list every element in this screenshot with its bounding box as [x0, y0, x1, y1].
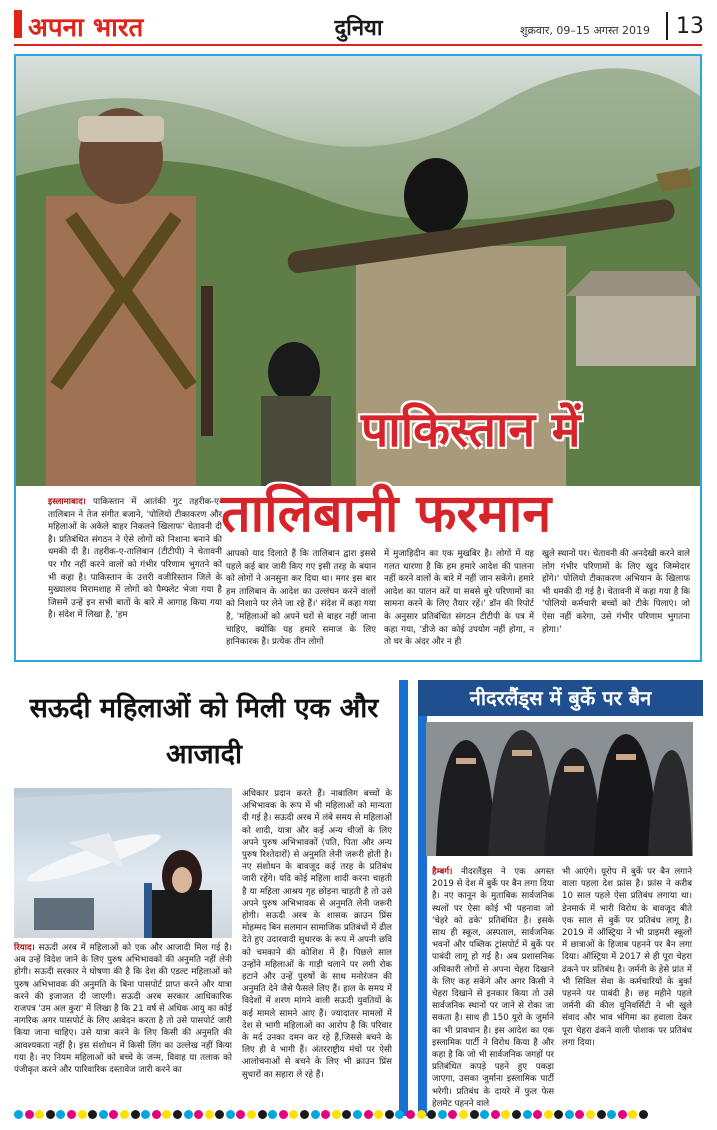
- registration-dot: [448, 1110, 457, 1119]
- saudi-stripe: [399, 680, 408, 1116]
- registration-dot: [628, 1110, 637, 1119]
- netherlands-headline: नीदरलैंड्स में बुर्के पर बैन: [418, 680, 703, 716]
- nl-column-2: भी आएंगे। यूरोप में बुर्के पर बैन लगाने वाला पहला देश फ्रांस है। फ्रांस ने करीब 10 साल पहले ऐसा प्रतिबंध लगाया था। डेनमार्क में भारी विरोध के बावजूद बीते एक साल से बुर्के पर प्रतिबंध लागू है। 2019 में ऑस्ट्रिया ने भी प्राइमरी स्कूलों में छात्राओं के हिजाब पहनने पर बैन लगा दिया। ऑस्ट्रिया में 2017 से ही पूरा चेहरा ढंकने पर प्रतिबंध है। जर्मनी के हेसे प्रांत में भी सिविल सेवा के कर्मचारियों के बुर्का पहनने पर पाबंदी है। छह महीने पहले जर्मनी की कील यूनिवर्सिटी ने भी खुले संवाद और भाव भंगिमा का हवाला देकर पूरा चेहरा ढंकने वाली पोशाक पर प्रतिबंध लगा दिया।: [562, 867, 692, 1048]
- registration-dot: [14, 1110, 23, 1119]
- registration-dot: [173, 1110, 182, 1119]
- registration-dot: [205, 1110, 214, 1119]
- header-rule: [14, 44, 702, 46]
- registration-dot: [427, 1110, 436, 1119]
- registration-dot: [554, 1110, 563, 1119]
- registration-dot: [353, 1110, 362, 1119]
- registration-dot: [88, 1110, 97, 1119]
- top-story-column-1: [48, 496, 222, 622]
- burqa-photo-art: [426, 722, 693, 856]
- masthead: अपना भारत: [28, 13, 144, 43]
- top-story-column-3: में मुजाहिदीन का एक मुखबिर है। लोगों में यह गलत धारणा है कि हम हमारे आदेश की पालना नहीं करने वालों के बारे में नहीं जान सकेंगे। हमारे आदेश का पालन करें या सबसे बुरे परिणामों का सामना करने के लिए तैयार रहें।' डॉन की रिपोर्ट के अनुसार प्रतिबंधित संगठन टीटीपी के पत्र में कहा गया, 'डीजे का कोई उपयोग नहीं होगा, न तो घर के अंदर और न ही: [384, 549, 534, 648]
- nl-dateline: हैम्बर्ग।: [432, 867, 453, 877]
- registration-dot: [120, 1110, 129, 1119]
- saudi-column-2: अधिकार प्रदान करते हैं। नाबालिग बच्चों के अभिभावक के रूप में भी महिलाओं को मान्यता दी गई है। सऊदी अरब में लंबे समय से महिलाओं को शादी, यात्रा और कई अन्य चीजों के लिए अपने पुरुष अभिभावकों (पति, पिता और अन्य पुरुष रिश्तेदारों) से अनुमति लेनी जरूरी होती है। नए संशोधन के बावजूद कई तरह के प्रतिबंध जारी रहेंगे। यदि कोई महिला शादी करना चाहती है या महिला आश्रय गृह छोड़ना चाहती है तो उसे अपने पुरुष अभिभावक से अनुमति लेनी जरूरी होगी। सऊदी अरब के शासक क्राउन प्रिंस मोहम्मद बिन सलमान सामाजिक प्रतिबंधों में ढील देते हुए उदारवादी सुधारक के रूप में अपनी छवि को चमकाने की कोशिश में हैं। पिछले साल उन्होंने महिलाओं के गाड़ी चलाने पर लगी रोक हटाने और उन्हें पुरुषों के साथ मनोरंजन की अनुमति देने जैसे फैसले लिए हैं। हाल के समय में विदेशों में शरण मांगने वाली सऊदी युवतियों के कई मामले सामने आए हैं। ज्यादातर मामलों में देश से भागी महिलाओं का आरोप है कि परिवार के मर्द उनका दमन कर रहे हैं,जिससे बचने के लिए ही वे भागी हैं। अंतरराष्ट्रीय मंचों पर ऐसी आलोचनाओं से बचने के लिए भी क्राउन प्रिंस सुधारों का सहारा ले रहे हैं।: [242, 789, 392, 1080]
- registration-dot: [300, 1110, 309, 1119]
- top-story: [14, 54, 702, 662]
- saudi-text-1: सऊदी अरब में महिलाओं को एक और आजादी मिल गई है। अब उन्हें विदेश जाने के लिए पुरुष अभिभावकों की अनुमति नहीं लेनी होगी। सऊदी सरकार ने घोषणा की है कि देश की एडल्ट महिलाओं को पुरुष अभिभावक की अनुमति के बिना पासपोर्ट प्राप्त करने और यात्रा करने की इजाजत दी जाएगी। सऊदी अरब सरकार आधिकारिक राजपत्र 'उम अल कुरा' में लिखा है कि 21 वर्ष से अधिक आयु का कोई नागरिक अगर पासपोर्ट के लिए आवेदन करता है तो उसे पासपोर्ट जारी किया जाना चाहिए। उसे यात्रा करने के लिए किसी की अनुमति की आवश्यकता नहीं है। इस संशोधन में किसी लिंग का उल्लेख नहीं किया गया है। नए नियम महिलाओं को बच्चे के जन्म, विवाह या तलाक को पंजीकृत करने और पारिवारिक दस्तावेज जारी करने का: [14, 943, 232, 1076]
- registration-dot: [607, 1110, 616, 1119]
- registration-dot: [152, 1110, 161, 1119]
- saudi-airport-photo: [14, 788, 232, 938]
- registration-dot: [438, 1110, 447, 1119]
- registration-dot: [141, 1110, 150, 1119]
- registration-dot: [512, 1110, 521, 1119]
- registration-dot: [321, 1110, 330, 1119]
- registration-dot: [544, 1110, 553, 1119]
- registration-dot: [194, 1110, 203, 1119]
- registration-dot: [258, 1110, 267, 1119]
- saudi-headline: सऊदी महिलाओं को मिली एक और आजादी: [29, 693, 379, 770]
- registration-dot: [247, 1110, 256, 1119]
- registration-dot: [215, 1110, 224, 1119]
- registration-dot: [523, 1110, 532, 1119]
- section-title: दुनिया: [334, 16, 383, 41]
- registration-dot: [35, 1110, 44, 1119]
- registration-dot: [480, 1110, 489, 1119]
- registration-dot: [618, 1110, 627, 1119]
- burqa-photo: [426, 722, 693, 856]
- registration-dot: [565, 1110, 574, 1119]
- registration-dot: [374, 1110, 383, 1119]
- registration-dot: [268, 1110, 277, 1119]
- registration-dot: [491, 1110, 500, 1119]
- registration-dot: [406, 1110, 415, 1119]
- registration-dot: [184, 1110, 193, 1119]
- registration-dot: [289, 1110, 298, 1119]
- header-divider: [666, 12, 668, 40]
- registration-dot: [279, 1110, 288, 1119]
- issue-date: शुक्रवार, 09–15 अगस्त 2019: [520, 24, 651, 37]
- top-story-dateline: इस्लामाबाद।: [48, 497, 86, 507]
- page-header: [0, 0, 717, 44]
- saudi-column-1: [14, 942, 232, 1076]
- registration-dot: [311, 1110, 320, 1119]
- nl-text-1: नीदरलैंड्स ने एक अगस्त 2019 से देश में बुर्के पर बैन लगा दिया है। नए कानून के मुताबिक सार्वजनिक स्थलों पर ऐसा कोई भी पहनावा जो 'चेहरे को ढके' प्रतिबंधित है। इसके साथ ही स्कूल, अस्पताल, सार्वजनिक भवनों और पब्लिक ट्रांसपोर्ट में बुर्के पर पाबंदी लागू हो गई है। अब प्रशासनिक अधिकारी लोगों से अपना चेहरा दिखाने के लिए कह सकेंगे और अगर किसी ने चेहरा दिखाने से इनकार किया तो उसे सार्वजनिक स्थानों पर जाने से रोका जा सकता है। साथ ही 150 यूरो के जुर्माने का भी प्रावधान है। इस आदेश का एक इस्लामिक पार्टी ने विरोध किया है और कहा है कि जो भी सार्वजनिक जगहों पर प्रतिबंधित कपड़े पहने हुए पकड़ा जाएगा, उसका जुर्माना इस्लामिक पार्टी भरेगी। प्रतिबंध के दायरे में फुल फेस हेलमेट पहनने वाले: [432, 867, 554, 1109]
- color-registration-dots: [14, 1104, 702, 1116]
- registration-dot: [575, 1110, 584, 1119]
- registration-dot: [226, 1110, 235, 1119]
- registration-dot: [586, 1110, 595, 1119]
- top-story-column-4: खुले स्थानों पर। चेतावनी की अनदेखी करने वाले लोग गंभीर परिणामों के लिए खुद जिम्मेदार होंगे।' पोलियो टीकाकरण अभियान के खिलाफ भी धमकी दी गई है। चेतावनी में कहा गया है कि 'पोलियो कर्मचारी बच्चों को टीके पिलाएं। जो ऐसा नहीं करेगा, उसे गंभीर परिणाम भुगतना होगा।': [542, 549, 690, 635]
- registration-dot: [332, 1110, 341, 1119]
- registration-dot: [364, 1110, 373, 1119]
- registration-dot: [46, 1110, 55, 1119]
- top-story-text-1: पाकिस्तान में आतंकी गुट तहरीक-ए-तालिबान ने तेज संगीत बजाने, 'पोलियो टीकाकरण और महिलाओं के अकेले बाहर निकलने खिलाफ' चेतावनी दी है। प्रतिबंधित संगठन ने ऐसे लोगों को निशाना बनाने की धमकी दी है। तहरीक-ए-तालिबान (टीटीपी) ने चेतावनी पर गौर नहीं करने वालों को गंभीर परिणाम भुगतने को भी कहा है। पाकिस्तान के उत्तरी वजीरिस्तान जिले के मुख्यालय मिरामशाह में लोगों को पैम्फ्लेट भेजा गया है जिसमें उन्हें इन सभी बातों के बारे में आगाह किया गया है। संदेश में लिखा है, 'हम: [48, 497, 223, 621]
- registration-dot: [597, 1110, 606, 1119]
- registration-dot: [342, 1110, 351, 1119]
- registration-dot: [470, 1110, 479, 1119]
- registration-dot: [162, 1110, 171, 1119]
- registration-dot: [639, 1110, 648, 1119]
- registration-dot: [236, 1110, 245, 1119]
- registration-dot: [99, 1110, 108, 1119]
- page-number: 13: [676, 14, 704, 39]
- registration-dot: [385, 1110, 394, 1119]
- registration-dot: [533, 1110, 542, 1119]
- registration-dot: [395, 1110, 404, 1119]
- registration-dot: [131, 1110, 140, 1119]
- registration-dot: [78, 1110, 87, 1119]
- registration-dot: [459, 1110, 468, 1119]
- headline-line-2: तालिबानी फरमान: [221, 484, 552, 544]
- registration-dot: [417, 1110, 426, 1119]
- netherlands-story: [418, 680, 703, 1116]
- registration-dot: [56, 1110, 65, 1119]
- saudi-story: [14, 680, 408, 1116]
- top-story-column-2: आपको याद दिलाते हैं कि तालिबान द्वारा इससे पहले कई बार जारी किए गए इसी तरह के बयान को लोगों ने अनसुना कर दिया था। मगर इस बार हम तालिबान के आदेश का उल्लंघन करने वालों को निशाने पर लेने जा रहे हैं।' संदेश में कहा गया है, 'महिलाओं को अपने घरों से बाहर नहीं जाना चाहिए, क्योंकि यह हमारे समाज के लिए हानिकारक है। प्रत्येक तीन लोगों: [226, 549, 376, 648]
- registration-dot: [25, 1110, 34, 1119]
- registration-dot: [501, 1110, 510, 1119]
- nl-column-1: [432, 866, 554, 1110]
- taliban-photo-art: [16, 56, 700, 486]
- taliban-photo: [16, 56, 700, 486]
- registration-dot: [109, 1110, 118, 1119]
- headline-line-1: पाकिस्तान में: [361, 402, 581, 458]
- saudi-airport-art: [14, 788, 232, 938]
- registration-dot: [67, 1110, 76, 1119]
- saudi-dateline: रियाद।: [14, 943, 35, 953]
